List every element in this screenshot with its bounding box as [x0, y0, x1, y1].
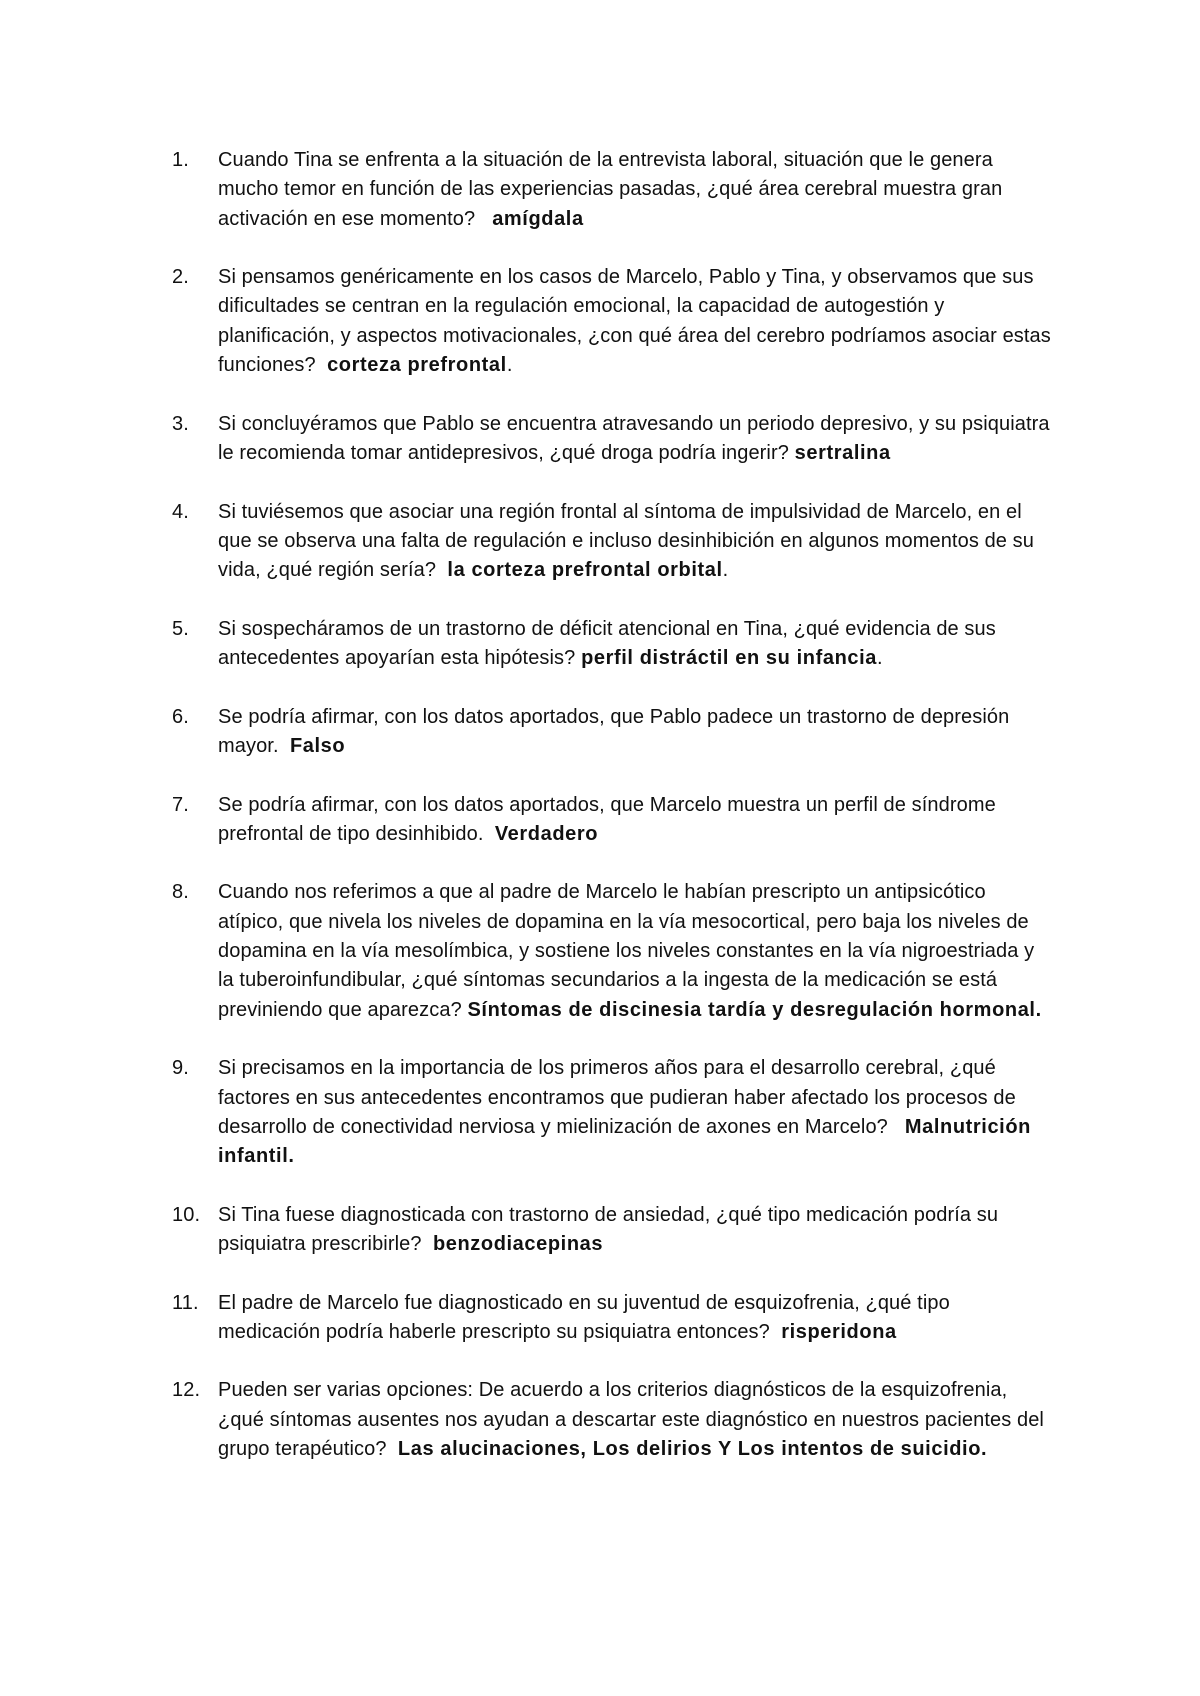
question-item [172, 498, 1052, 586]
question-item [172, 615, 1052, 674]
answer-text: sertralina [794, 441, 891, 464]
answer-text: corteza prefrontal [327, 354, 507, 377]
question-text: Si Tina fuese diagnosticada con trastorno de ansiedad, ¿qué tipo medicación podría su psiquiatra prescribirle? [218, 1203, 999, 1255]
question-number: 1. [172, 149, 189, 171]
question-item [172, 1201, 1052, 1260]
question-text: Si pensamos genéricamente en los casos de Marcelo, Pablo y Tina, y observamos que sus dificultades se centran en la regulación emocional, la capacidad de autogestión y planificación, y aspectos motivacionales, ¿con qué área del cerebro podríamos asociar estas funciones? [218, 266, 1051, 377]
question-number: 3. [172, 412, 189, 435]
answer-spacer [888, 1116, 905, 1138]
question-item [172, 263, 1052, 380]
question-number: 6. [172, 705, 189, 728]
answer-text: Verdadero [494, 822, 599, 845]
answer-spacer [422, 1233, 433, 1255]
question-text: Se podría afirmar, con los datos aportados, que Pablo padece un trastorno de depresión mayor. [218, 705, 1010, 757]
question-item [172, 146, 1052, 234]
answer-tail: . [722, 559, 729, 582]
answer-spacer [387, 1438, 398, 1460]
question-number: 5. [172, 617, 189, 640]
answer-text: amígdala [492, 207, 584, 230]
answer-text: Malnutrición infantil. [218, 1115, 1031, 1168]
answer-text: benzodiacepinas [432, 1232, 604, 1255]
question-number: 12. [172, 1379, 201, 1402]
answer-spacer [475, 208, 492, 230]
question-list [172, 146, 1052, 1494]
answer-text: perfil distráctil en su infancia [581, 647, 878, 670]
answer-text: Síntomas de discinesia tardía y desregulación hormonal. [467, 998, 1042, 1021]
answer-spacer [484, 823, 495, 845]
question-text: Si tuviésemos que asociar una región frontal al síntoma de impulsividad de Marcelo, en el que se observa una falta de regulación e incluso desinhibición en algunos momentos de su vida, ¿qué región sería? [218, 500, 1034, 582]
question-text: Se podría afirmar, con los datos aportados, que Marcelo muestra un perfil de síndrome prefrontal de tipo desinhibido. [218, 793, 996, 845]
answer-spacer [316, 354, 327, 376]
question-number: 9. [172, 1057, 189, 1080]
answer-tail: . [506, 354, 513, 377]
answer-text: Falso [289, 734, 346, 757]
question-item [172, 791, 1052, 850]
answer-spacer [279, 735, 290, 757]
question-number: 4. [172, 500, 189, 523]
question-item [172, 1376, 1052, 1464]
question-item [172, 1054, 1052, 1171]
answer-spacer [770, 1321, 781, 1343]
question-text: Cuando nos referimos a que al padre de Marcelo le habían prescripto un antipsicótico atípico, que nivela los niveles de dopamina en la vía mesocortical, pero baja los niveles de dopamina en la vía mesolímbica, y sostiene los niveles constantes en la vía nigroestriada y la tuberoinfundibular, ¿qué síntomas secundarios a la ingesta de la medicación se está previniendo que aparezca? [218, 881, 1035, 1021]
question-item [172, 1289, 1052, 1348]
question-number: 8. [172, 881, 189, 904]
question-item [172, 703, 1052, 762]
question-text: El padre de Marcelo fue diagnosticado en su juventud de esquizofrenia, ¿qué tipo medicación podría haberle prescripto su psiquiatra entonces? [218, 1291, 950, 1343]
question-number: 10. [172, 1203, 201, 1226]
question-number: 7. [172, 793, 189, 816]
question-number: 11. [172, 1291, 199, 1314]
question-item [172, 878, 1052, 1024]
question-text: Si concluyéramos que Pablo se encuentra atravesando un periodo depresivo, y su psiquiatra le recomienda tomar antidepresivos, ¿qué droga podría ingerir? [218, 412, 1050, 464]
answer-tail: . [877, 647, 883, 670]
answer-text: risperidona [781, 1320, 897, 1343]
question-text: Cuando Tina se enfrenta a la situación de la entrevista laboral, situación que le genera mucho temor en función de las experiencias pasadas, ¿qué área cerebral muestra gran activación en ese momento? [218, 149, 1003, 230]
answer-text: Las alucinaciones, Los delirios Y Los intentos de suicidio. [397, 1438, 988, 1461]
question-text: Si precisamos en la importancia de los primeros años para el desarrollo cerebral, ¿qué factores en sus antecedentes encontramos que pudieran haber afectado los procesos de desarrollo de conectividad nerviosa y mielinización de axones en Marcelo? [218, 1057, 1016, 1138]
answer-text: la corteza prefrontal orbital [447, 559, 723, 582]
question-text: Pueden ser varias opciones: De acuerdo a los criterios diagnósticos de la esquizofrenia, ¿qué síntomas ausentes nos ayudan a descartar este diagnóstico en nuestros pacientes del grupo terapéutico? [218, 1379, 1044, 1461]
question-number: 2. [172, 266, 189, 289]
question-item [172, 410, 1052, 469]
answer-spacer [436, 559, 447, 581]
question-text: Si sospecháramos de un trastorno de déficit atencional en Tina, ¿qué evidencia de sus antecedentes apoyarían esta hipótesis? [218, 617, 996, 670]
